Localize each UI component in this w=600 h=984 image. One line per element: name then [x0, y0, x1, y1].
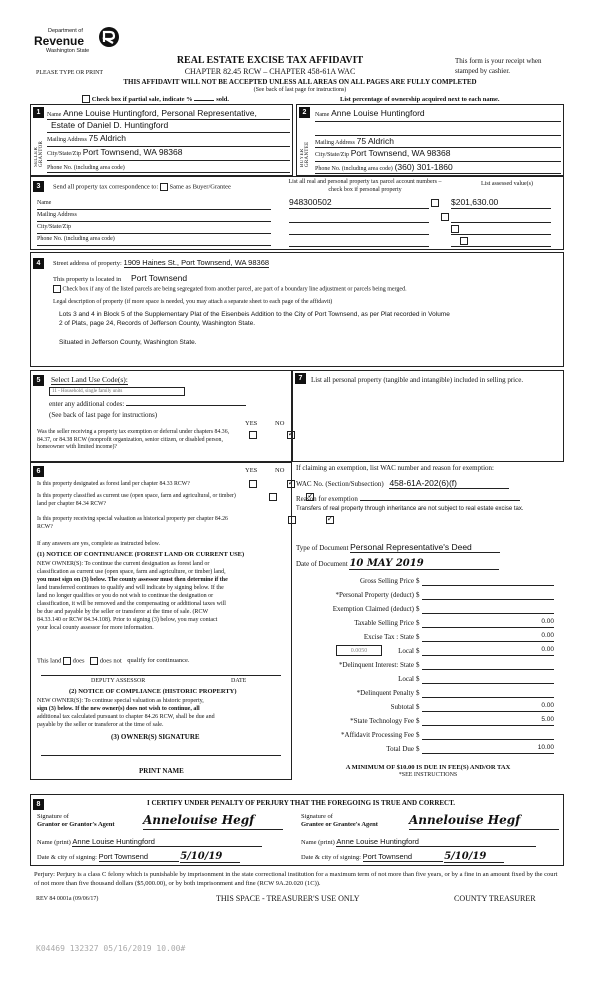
please-type: PLEASE TYPE OR PRINT	[36, 70, 104, 76]
buyer-mailing-field[interactable]: 75 Aldrich	[356, 136, 394, 146]
does-not-checkbox[interactable]	[90, 657, 98, 665]
grantor-sig-label-2: Grantor or Grantor's Agent	[37, 821, 115, 828]
exemption-claimed-field[interactable]	[422, 604, 554, 614]
additional-codes-label: enter any additional codes:	[49, 400, 125, 408]
qualify-label: qualify for continuance.	[127, 657, 190, 665]
tax-table	[292, 574, 564, 756]
section-2-number: 2	[299, 107, 310, 118]
corr-city-label: City/State/Zip	[37, 224, 71, 230]
personal-dollar: $	[416, 591, 420, 599]
excise-state-field[interactable]: 0.00	[422, 632, 554, 642]
same-as-buyer-checkbox[interactable]	[160, 183, 168, 191]
corr-mailing-field[interactable]	[37, 212, 271, 222]
partial-sale-label: Check box if partial sale, indicate %	[91, 96, 193, 103]
buyer-city-label: City/State/Zip	[315, 152, 349, 158]
buyer-mailing-label: Mailing Address	[315, 140, 355, 146]
continuance-text-9: your local county assessor for more information.	[37, 625, 154, 631]
continuance-text-6: classification, it will be removed and the compensating or additional taxes will	[37, 601, 226, 607]
partial-sale-checkbox[interactable]	[82, 95, 90, 103]
receipt-note: This form is your receipt when stamped by cashier.	[455, 57, 542, 75]
dept-line2: Revenue	[34, 34, 85, 48]
buyer-phone-label: Phone No. (including area code)	[315, 166, 393, 172]
section-7-tax-calc	[292, 462, 564, 780]
land-use-code-value: 11 - Household, single family units	[52, 389, 123, 394]
compliance-text-4: payable by the seller or transferor at the time of sale.	[37, 722, 164, 728]
excise-local-dollar: $	[416, 647, 420, 655]
taxable-field[interactable]: 0.00	[422, 618, 554, 628]
segregated-label: Check box if any of the listed parcels are being segregated from another parcel, are part of a boundary line adjustment or parcels being merged.	[62, 286, 407, 293]
located-field[interactable]: Port Townsend	[130, 273, 188, 283]
buyer-city-field[interactable]: Port Townsend, WA 98368	[350, 148, 451, 158]
delinq-local-field[interactable]	[422, 674, 554, 684]
section-6-designation	[30, 462, 292, 780]
delinq-state-field[interactable]	[422, 660, 554, 670]
doc-date-label: Date of Document	[296, 560, 348, 568]
street-field[interactable]: 1909 Haines St., Port Townsend, WA 98368	[123, 258, 270, 267]
land-use-yes-header: YES	[245, 420, 258, 427]
corr-name-label: Name	[37, 200, 52, 206]
grantor-date-field[interactable]: 5/10/19	[180, 851, 240, 863]
taxable-label: Taxable Selling Price	[354, 619, 414, 627]
doc-type-field[interactable]: Personal Representative's Deed	[350, 542, 500, 553]
seller-name-field[interactable]: Anne Louise Huntingford, Personal Representative,	[63, 108, 257, 118]
personal-property-label: List all personal property (tangible and intangible) included in selling price.	[311, 376, 524, 384]
buyer-name-label: Name	[315, 112, 330, 118]
certify-statement: I CERTIFY UNDER PENALTY OF PERJURY THAT THE FOREGOING IS TRUE AND CORRECT.	[146, 799, 455, 807]
revenue-logo	[34, 26, 124, 62]
legal-line-2: 2 of Plats, page 24, Records of Jefferson County, Washington State.	[59, 320, 256, 327]
seller-name-field-2[interactable]: Estate of Daniel D. Huntingford	[51, 120, 169, 130]
subtotal-dollar: $	[416, 703, 420, 711]
seller-city-label: City/State/Zip	[47, 151, 81, 157]
section-3-number: 3	[33, 181, 44, 192]
parcel-field-3[interactable]	[289, 225, 429, 235]
delinq-local-label: Local	[398, 675, 414, 683]
compliance-text-1: NEW OWNER(S): To continue special valuation as historic property,	[37, 698, 204, 704]
section-5-land-use	[30, 370, 292, 462]
excise-local-field[interactable]: 0.00	[422, 646, 554, 656]
form-chapter: CHAPTER 82.45 RCW – CHAPTER 458-61A WAC	[184, 67, 356, 76]
street-label: Street address of property:	[53, 260, 122, 267]
historic-question: Is this property receiving special valuation as historical property per chapter 84.26 RCW?	[37, 516, 228, 530]
grantee-name-field[interactable]: Anne Louise Huntingford	[336, 837, 536, 847]
grantor-name-field[interactable]: Anne Louise Huntingford	[72, 837, 262, 847]
seller-mailing-label: Mailing Address	[47, 137, 87, 143]
located-label: This property is located in	[53, 276, 122, 283]
seller-mailing-field[interactable]: 75 Aldrich	[88, 133, 126, 143]
gross-label: Gross Selling Price	[359, 577, 414, 585]
sold-label: sold.	[216, 96, 230, 103]
buyer-phone-field[interactable]: (360) 301-1860	[394, 162, 453, 172]
dept-line1: Department of	[48, 28, 83, 34]
doc-date-field[interactable]: 10 MAY 2019	[349, 558, 499, 570]
grantor-signature[interactable]: Annelouise Hegf	[143, 813, 283, 830]
tech-fee-dollar: $	[416, 717, 420, 725]
reason-line[interactable]	[360, 500, 520, 501]
wac-label: WAC No. (Section/Subsection)	[296, 480, 384, 488]
land-use-code-select[interactable]	[49, 387, 185, 396]
compliance-text-2: sign (3) below. If the new owner(s) does not wish to continue, all	[37, 706, 200, 712]
continuance-title: (1) NOTICE OF CONTINUANCE (FOREST LAND OR CURRENT USE)	[37, 551, 245, 558]
exemption-yes-checkbox[interactable]	[249, 431, 257, 439]
parcel-header: List all real and personal property tax parcel account numbers – check box if personal property	[288, 179, 442, 193]
grantee-date-city-label: Date & city of signing:	[301, 854, 361, 861]
parcel-field-2[interactable]	[289, 213, 429, 223]
answers-instruction: If any answers are yes, complete as instructed below.	[37, 541, 160, 547]
parcel-2-personal-checkbox[interactable]	[441, 213, 449, 221]
exemption-claimed-label: Exemption Claimed (deduct)	[332, 605, 414, 613]
seller-name-label: Name	[47, 112, 62, 118]
grantee-city-field[interactable]: Port Townsend	[363, 852, 443, 862]
s6-no-header: NO	[275, 467, 285, 474]
same-as-buyer-label: Same as Buyer/Grantee	[169, 183, 231, 191]
grantee-date-field[interactable]: 5/10/19	[444, 851, 504, 863]
assessed-field-2[interactable]	[451, 213, 551, 223]
affidavit-fee-label: *Affidavit Processing Fee	[341, 731, 414, 739]
gross-field[interactable]	[422, 576, 554, 586]
warning-text: THIS AFFIDAVIT WILL NOT BE ACCEPTED UNLESS ALL AREAS ON ALL PAGES ARE FULLY COMPLETED	[123, 78, 477, 86]
excise-state-label: Excise Tax : State	[363, 633, 414, 641]
tech-fee-field[interactable]: 5.00	[422, 716, 554, 726]
perjury-notice: Perjury: Perjury is a class C felony which is punishable by imprisonment in the state correctional institution for a maximum term of not more than five years, or by a fine in an amount fixed by the court of not more than five thousand dollars ($5,000.00), or by both imprisonment and fine (RCW 9A.20.020 (1C)).	[34, 871, 558, 887]
s6-yes-header: YES	[245, 467, 258, 474]
current-use-yes-checkbox[interactable]	[269, 493, 277, 501]
total-due-label: Total Due	[386, 745, 414, 753]
forest-yes-checkbox[interactable]	[249, 480, 257, 488]
section-3-correspondence	[30, 176, 564, 250]
land-use-no-header: NO	[275, 420, 285, 427]
section-1-seller	[30, 104, 293, 176]
print-name-label: PRINT NAME	[139, 767, 184, 775]
section-2-buyer	[296, 104, 564, 176]
send-correspondence-label: Send all property tax correspondence to:	[53, 183, 159, 191]
treasurer-space-label: THIS SPACE - TREASURER'S USE ONLY	[216, 894, 360, 903]
compliance-text-3: additional tax calculated pursuant to chapter 84.26 RCW, shall be due and	[37, 714, 215, 720]
recording-stamp: K04469 132327 05/16/2019 10.00#	[36, 944, 186, 953]
continuance-text-8: 84.33.140 or RCW 84.34.108). Prior to signing (3) below, you may contact	[37, 617, 218, 623]
excise-state-dollar: $	[416, 633, 420, 641]
doc-type-label: Type of Document	[296, 544, 349, 552]
seller-city-field[interactable]: Port Townsend, WA 98368	[82, 147, 183, 157]
partial-pct-field[interactable]	[194, 100, 214, 101]
corr-phone-field[interactable]	[37, 236, 271, 246]
current-use-question: Is this property classified as current use (open space, farm and agricultural, or timber) land per chapter 84.34 RCW?	[37, 493, 236, 507]
assessed-field-1[interactable]: $201,630.00	[451, 197, 551, 209]
this-land-label: This land	[37, 657, 62, 665]
grantee-name-label: Name (print)	[301, 839, 335, 846]
section-5-number: 5	[33, 375, 44, 386]
section-4-number: 4	[33, 258, 44, 269]
continuance-text-5: land no longer qualifies or you do not wish to continue the designation or	[37, 593, 214, 599]
delinq-state-dollar: $	[416, 661, 420, 669]
owner-signature-title: (3) OWNER(S) SIGNATURE	[111, 733, 200, 741]
wac-field[interactable]: 458-61A-202(6)(f)	[389, 478, 509, 489]
reason-field[interactable]: Transfers of real property through inheritance are not subject to real estate excise tax.	[296, 506, 524, 512]
dept-line3: Washington State	[46, 48, 90, 54]
revision-label: REV 84 0001a (09/06/17)	[36, 896, 99, 902]
continuance-text-1: NEW OWNER(S): To continue the current designation as forest land or	[37, 561, 210, 567]
owner-signature-field[interactable]	[41, 755, 281, 756]
section-6-number: 6	[33, 466, 44, 477]
section-7-personal-property	[292, 370, 564, 462]
select-land-use-label: Select Land Use Code(s):	[51, 375, 128, 384]
personal-deduct-label: *Personal Property (deduct)	[335, 591, 414, 599]
does-not-label: does not	[99, 657, 122, 665]
affidavit-fee-field[interactable]	[422, 730, 554, 740]
total-due-field[interactable]: 10.00	[422, 744, 554, 754]
section-4-property	[30, 252, 564, 367]
seller-phone-label: Phone No. (including area code)	[47, 165, 125, 171]
penalty-label: *Delinquent Penalty	[356, 689, 414, 697]
does-label: does	[72, 657, 85, 665]
revenue-logo-mark-icon	[98, 26, 120, 48]
continuance-text-7: be due and payable by the seller or transferor at the time of sale. (RCW	[37, 609, 209, 615]
land-use-see-back: (See back of last page for instructions)	[49, 411, 158, 419]
continuance-text-3: you must sign on (3) below. The county assessor must then determine if the	[37, 577, 228, 583]
grantee-sig-label-1: Signature of	[301, 813, 333, 820]
section-1-number: 1	[33, 107, 44, 118]
deputy-date-label: DATE	[231, 678, 247, 684]
segregated-checkbox[interactable]	[53, 285, 61, 293]
compliance-title: (2) NOTICE OF COMPLIANCE (HISTORIC PROPERTY)	[69, 688, 237, 695]
excise-local-label: Local	[398, 647, 414, 655]
penalty-field[interactable]	[422, 688, 554, 698]
parcel-field-4[interactable]	[289, 237, 429, 247]
grantor-date-city-label: Date & city of signing:	[37, 854, 97, 861]
subtotal-label: Subtotal	[390, 703, 414, 711]
corr-mailing-label: Mailing Address	[37, 212, 77, 218]
assessed-field-3[interactable]	[451, 225, 551, 235]
subtotal-field[interactable]: 0.00	[422, 702, 554, 712]
grantor-sig-label-1: Signature of	[37, 813, 69, 820]
buyer-side-label: BUYER GRANTEE	[300, 141, 310, 167]
buyer-name-field[interactable]: Anne Louise Huntingford	[331, 108, 425, 118]
personal-deduct-field[interactable]	[422, 590, 554, 600]
continuance-text-2: classification as current use (open space, farm and agriculture, or timber) land,	[37, 569, 226, 575]
exemption-dollar: $	[416, 605, 420, 613]
parcel-field-1[interactable]: 948300502	[289, 197, 429, 209]
taxable-dollar: $	[416, 619, 420, 627]
county-treasurer-label: COUNTY TREASURER	[454, 894, 536, 903]
deputy-assessor-signature-line[interactable]	[41, 675, 281, 676]
tech-fee-label: *State Technology Fee	[350, 717, 414, 725]
grantee-signature[interactable]: Annelouise Hegf	[409, 813, 559, 830]
reason-label: Reason for exemption	[296, 495, 358, 503]
corr-name-field[interactable]	[37, 200, 271, 210]
grantor-city-field[interactable]: Port Townsend	[99, 852, 179, 862]
deputy-assessor-label: DEPUTY ASSESSOR	[91, 678, 146, 684]
exemption-claim-label: If claiming an exemption, list WAC number and reason for exemption:	[296, 464, 494, 472]
legal-label: Legal description of property (if more space is needed, you may attach a separate sheet to each page of the affidavit)	[53, 299, 333, 305]
assessed-field-4[interactable]	[451, 237, 551, 247]
section-7-number: 7	[295, 373, 306, 384]
delinq-state-label: *Delinquent Interest: State	[338, 661, 414, 669]
form-title: REAL ESTATE EXCISE TAX AFFIDAVIT	[176, 55, 364, 66]
corr-phone-label: Phone No. (including area code)	[37, 236, 115, 242]
legal-line-3: Situated in Jefferson County, Washington State.	[59, 339, 197, 346]
legal-line-1: Lots 3 and 4 in Block 5 of the Supplementary Plat of the Eisenbeis Addition to the City of Port Townsend, as per Plat recorded in Volume	[59, 311, 450, 318]
total-dollar: $	[416, 745, 420, 753]
exemption-question: Was the seller receiving a property tax exemption or deferral under chapters 84.36, 84.37, or 84.38 RCW (nonprofit organization, senior citizen, or disabled person, homeowner with limited income)?	[37, 429, 230, 450]
penalty-dollar: $	[416, 689, 420, 697]
forest-question: Is this property designated as forest land per chapter 84.33 RCW?	[37, 481, 190, 487]
grantee-sig-label-2: Grantee or Grantee's Agent	[301, 821, 378, 828]
ownership-label: List percentage of ownership acquired next to each name.	[340, 96, 500, 103]
corr-city-field[interactable]	[37, 224, 271, 234]
parcel-1-personal-checkbox[interactable]	[431, 199, 439, 207]
section-8-certification	[30, 794, 564, 866]
continuance-text-4: land transferred continues to qualify and will indicate by signing below. If the	[37, 585, 224, 591]
grantor-name-label: Name (print)	[37, 839, 71, 846]
does-checkbox[interactable]	[63, 657, 71, 665]
section-8-number: 8	[33, 799, 44, 810]
delinq-local-dollar: $	[416, 675, 420, 683]
local-rate-box: 0.0050	[336, 645, 382, 656]
seller-side-label: SELLER GRANTOR	[34, 140, 44, 167]
additional-codes-field[interactable]	[126, 405, 246, 406]
minimum-due-note: A MINIMUM OF $10.00 IS DUE IN FEE(S) AND/OR TAX	[345, 764, 511, 771]
gross-dollar: $	[416, 577, 420, 585]
affidavit-fee-dollar: $	[416, 731, 420, 739]
see-back-text: (See back of last page for instructions)	[253, 87, 347, 93]
see-instructions-note: *SEE INSTRUCTIONS	[398, 772, 458, 778]
assessed-header: List assessed value(s)	[481, 181, 533, 187]
